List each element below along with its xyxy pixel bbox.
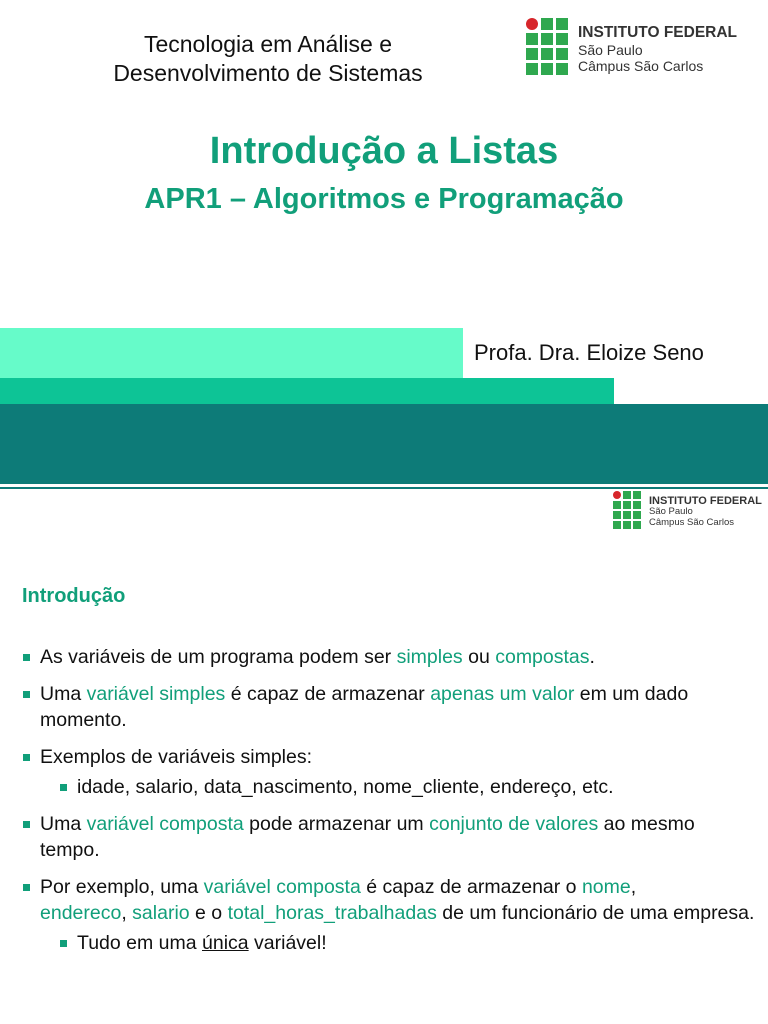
- highlight-term: compostas: [495, 646, 590, 668]
- presentation-subtitle: APR1 – Algoritmos e Programação: [144, 183, 624, 215]
- sub-bullet-item: Tudo em uma única variável!: [22, 930, 757, 956]
- logo-green-square: [613, 511, 621, 519]
- logo-red-circle: [613, 491, 621, 499]
- institute-name: INSTITUTO FEDERAL: [578, 24, 738, 41]
- square-bullet-icon: [23, 654, 30, 661]
- square-bullet-icon: [23, 691, 30, 698]
- institute-logo-text: [578, 24, 737, 74]
- square-bullet-icon: [23, 754, 30, 761]
- highlight-term: variável simples: [86, 683, 226, 705]
- logo-green-square: [556, 48, 568, 60]
- highlight-term: apenas um valor: [430, 683, 575, 705]
- logo-red-circle: [526, 18, 538, 30]
- logo-green-square: [541, 18, 553, 30]
- highlight-term: endereco: [40, 902, 122, 924]
- course-line-1: Tecnologia em Análise e: [143, 31, 393, 57]
- title-slide: [0, 0, 768, 490]
- square-bullet-icon: [23, 821, 30, 828]
- highlight-term: salario: [132, 902, 190, 924]
- logo-green-square: [613, 521, 621, 529]
- institute-name: INSTITUTO FEDERAL: [649, 494, 762, 507]
- course-line-2: Desenvolvimento de Sistemas: [113, 60, 423, 86]
- logo-green-square: [541, 63, 553, 75]
- institute-campus: Câmpus São Carlos: [578, 57, 704, 74]
- square-bullet-icon: [23, 884, 30, 891]
- institute-state: São Paulo: [578, 41, 643, 58]
- underlined-word: única: [202, 932, 249, 954]
- logo-green-square: [526, 48, 538, 60]
- bullet-list: [22, 644, 757, 967]
- institute-state: São Paulo: [649, 506, 693, 518]
- logo-green-square: [556, 63, 568, 75]
- decorative-divider-line: [0, 487, 768, 489]
- if-logo-grid-icon: [526, 18, 570, 80]
- square-bullet-icon: [60, 940, 67, 947]
- logo-green-square: [633, 511, 641, 519]
- logo-green-square: [623, 511, 631, 519]
- decorative-band-light: [0, 328, 463, 378]
- logo-green-square: [633, 501, 641, 509]
- bullet-item: Exemplos de variáveis simples:: [22, 744, 757, 770]
- highlight-term: total_horas_trabalhadas: [227, 902, 437, 924]
- decorative-band-dark: [0, 404, 768, 484]
- logo-green-square: [556, 18, 568, 30]
- bullet-item: Por exemplo, uma variável composta é capaz de armazenar o nome, endereco, salario e o total_horas_trabalhadas de um funcionário de uma empresa.: [22, 874, 757, 926]
- author-name: Profa. Dra. Eloize Seno: [474, 340, 704, 365]
- bullet-item: As variáveis de um programa podem ser simples ou compostas.: [22, 644, 757, 670]
- logo-green-square: [541, 48, 553, 60]
- logo-green-square: [526, 63, 538, 75]
- highlight-term: conjunto de valores: [429, 813, 599, 835]
- institute-logo-small: [613, 491, 762, 533]
- logo-green-square: [541, 33, 553, 45]
- square-bullet-icon: [60, 784, 67, 791]
- highlight-term: variável composta: [203, 876, 361, 898]
- highlight-term: nome: [581, 876, 631, 898]
- bullet-item: Uma variável composta pode armazenar um conjunto de valores ao mesmo tempo.: [22, 811, 757, 863]
- logo-green-square: [623, 491, 631, 499]
- highlight-term: variável composta: [86, 813, 244, 835]
- institute-logo: [526, 18, 737, 80]
- logo-green-square: [526, 33, 538, 45]
- logo-green-square: [623, 521, 631, 529]
- decorative-band-mid: [0, 378, 614, 404]
- logo-green-square: [613, 501, 621, 509]
- course-name: [68, 30, 468, 88]
- if-logo-grid-icon: [613, 491, 643, 533]
- logo-green-square: [623, 501, 631, 509]
- highlight-term: simples: [396, 646, 463, 668]
- institute-logo-text: [649, 495, 762, 529]
- section-title: Introdução: [22, 585, 126, 607]
- logo-green-square: [556, 33, 568, 45]
- institute-campus: Câmpus São Carlos: [649, 517, 735, 529]
- logo-green-square: [633, 491, 641, 499]
- bullet-item: Uma variável simples é capaz de armazenar apenas um valor em um dado momento.: [22, 681, 757, 733]
- logo-green-square: [633, 521, 641, 529]
- sub-bullet-item: idade, salario, data_nascimento, nome_cliente, endereço, etc.: [22, 774, 757, 800]
- presentation-title: Introdução a Listas: [209, 130, 559, 172]
